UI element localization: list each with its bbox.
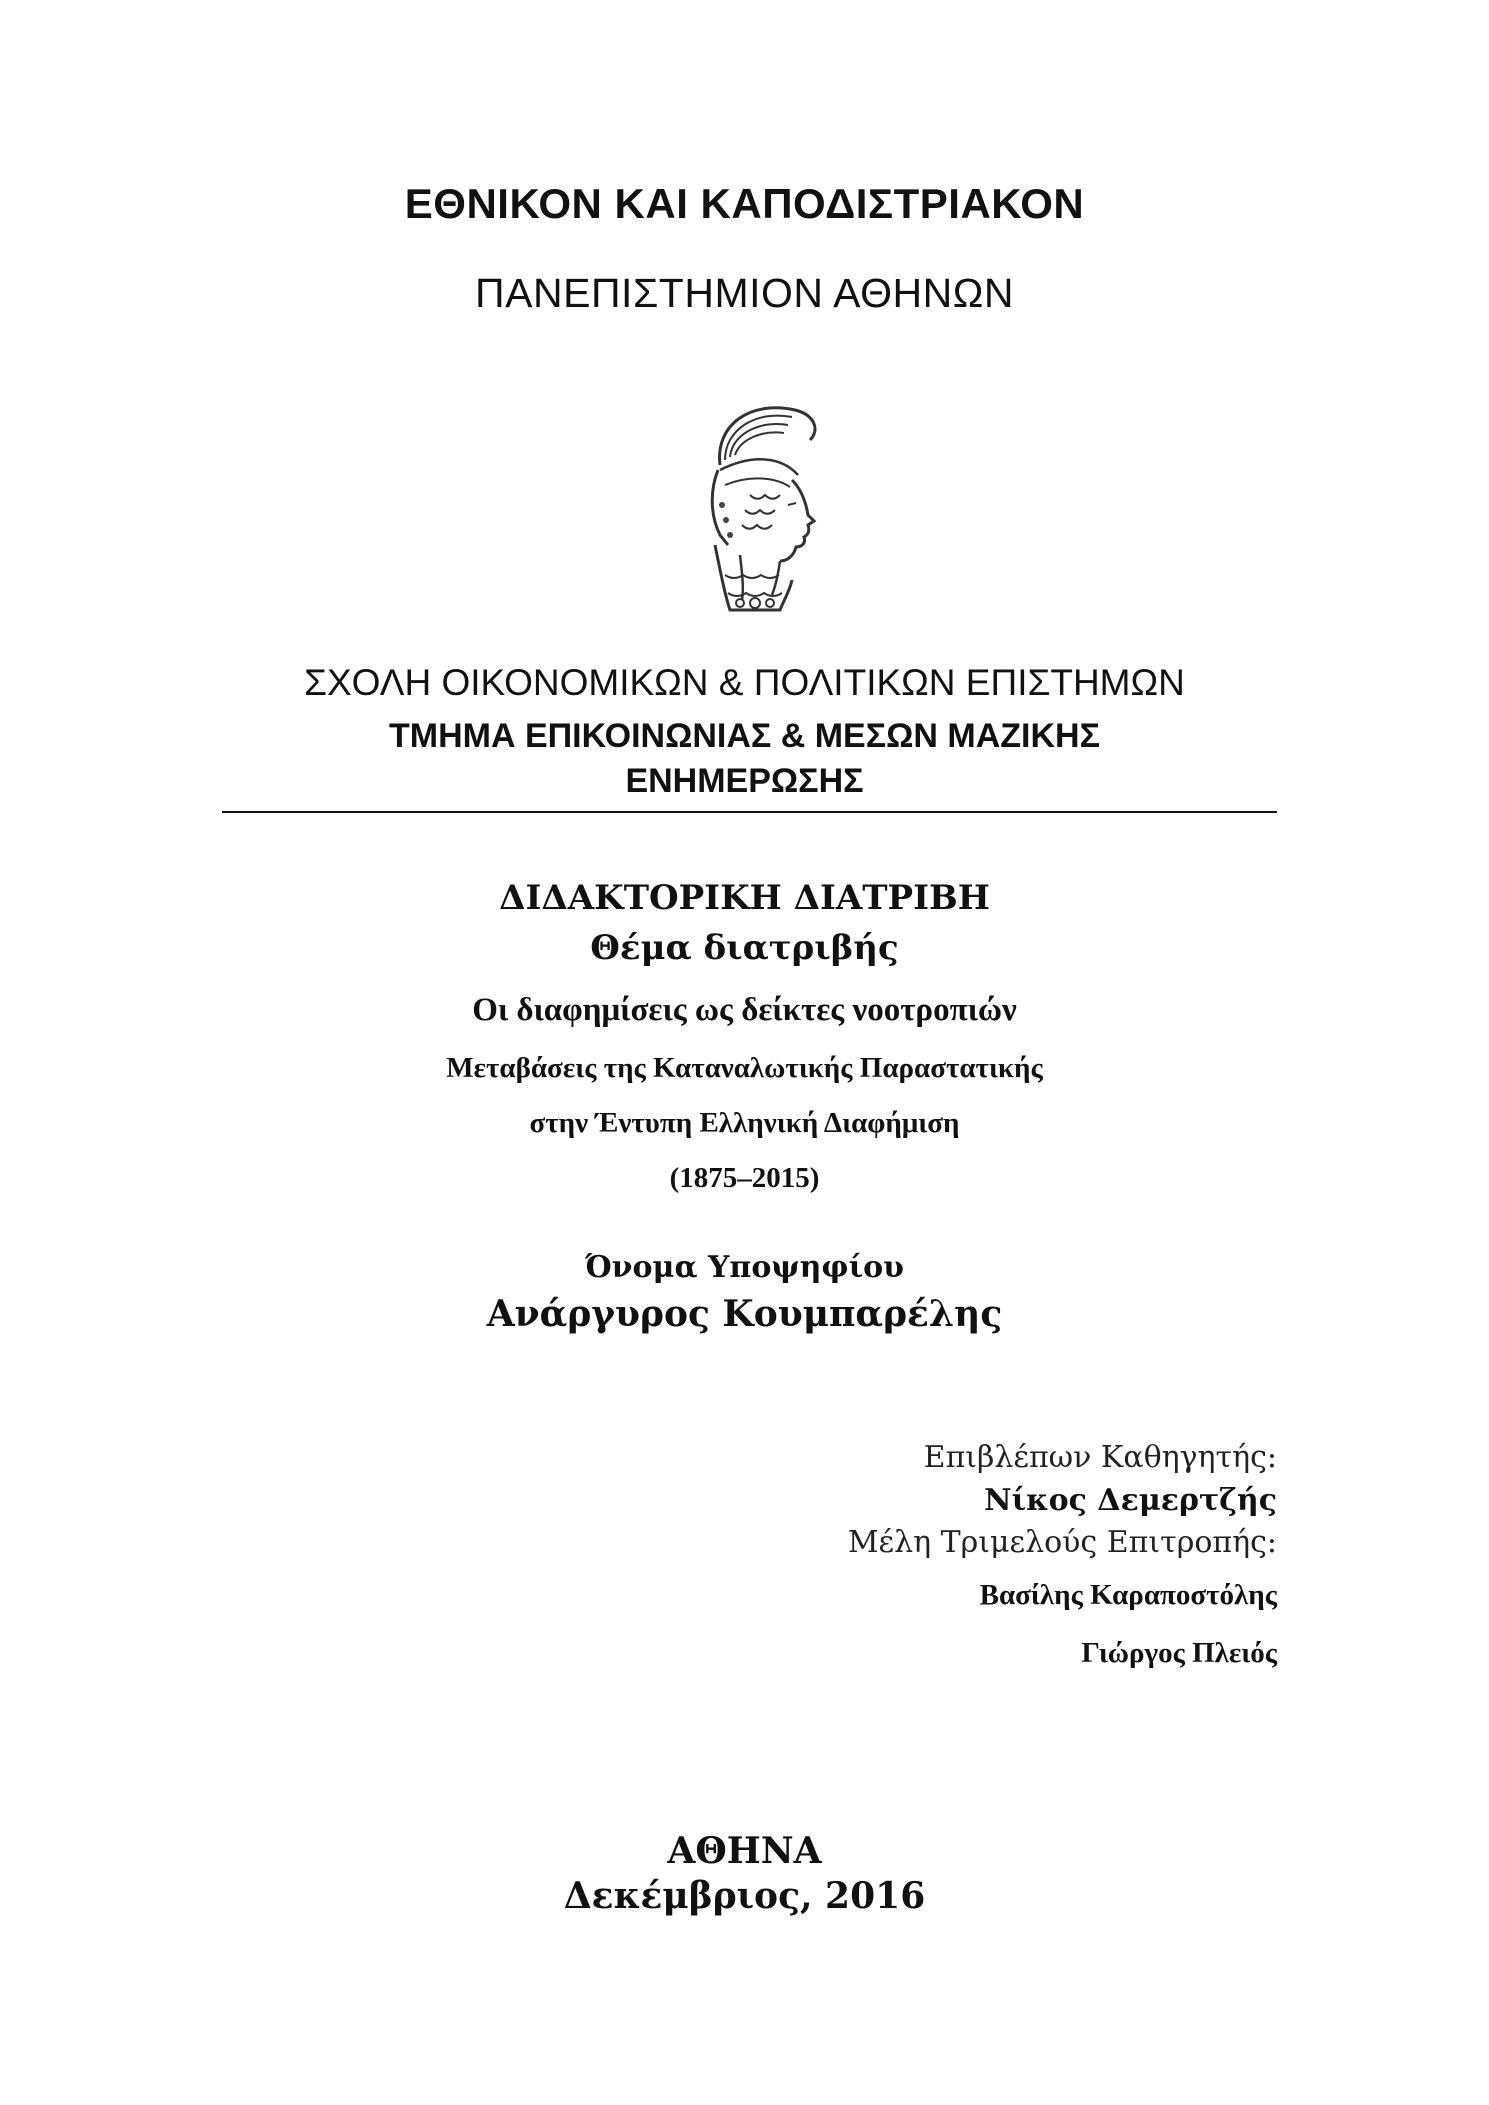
date: Δεκέμβριος, 2016 [563,1875,926,1917]
thesis-years: (1875–2015) [669,1162,820,1194]
candidate-label: Όνομα Υποψηφίου [585,1250,904,1285]
school-name: ΣΧΟΛΗ ΟΙΚΟΝΟΜΙΚΩΝ & ΠΟΛΙΤΙΚΩΝ ΕΠΙΣΤΗΜΩΝ [304,662,1185,703]
horizontal-divider [222,811,1277,813]
candidate-name: Ανάργυρος Κουμπαρέλης [486,1293,1003,1335]
department-name-line2: ΕΝΗΜΕΡΩΣΗΣ [625,762,864,800]
supervisor-name: Νίκος Δεμερτζής [984,1483,1277,1518]
committee-member: Γιώργος Πλειός [1081,1637,1277,1669]
department-name-line1: ΤΜΗΜΑ ΕΠΙΚΟΙΝΩΝΙΑΣ & ΜΕΣΩΝ ΜΑΖΙΚΗΣ [388,717,1100,755]
thesis-subject-label: Θέμα διατριβής [590,928,899,968]
thesis-subtitle-line1: Μεταβάσεις της Καταναλωτικής Παραστατικής [446,1052,1043,1084]
thesis-subtitle-line2: στην Έντυπη Ελληνική Διαφήμιση [529,1107,960,1139]
supervisor-label: Επιβλέπων Καθηγητής: [923,1440,1277,1475]
thesis-type: ΔΙΔΑΚΤΟΡΙΚΗ ΔΙΑΤΡΙΒΗ [499,878,990,918]
committee-members-label: Μέλη Τριμελούς Επιτροπής: [847,1525,1277,1560]
committee-member: Βασίλης Καραποστόλης [979,1579,1277,1611]
athena-head-emblem-icon [680,395,830,620]
city: ΑΘΗΝΑ [667,1830,822,1872]
university-name-line2: ΠΑΝΕΠΙΣΤΗΜΙΟΝ ΑΘΗΝΩΝ [475,270,1014,316]
thesis-title: Οι διαφημίσεις ως δείκτες νοοτροπιών [472,992,1017,1028]
university-name-line1: ΕΘΝΙΚΟΝ ΚΑΙ ΚΑΠΟΔΙΣΤΡΙΑΚΟΝ [404,180,1085,227]
